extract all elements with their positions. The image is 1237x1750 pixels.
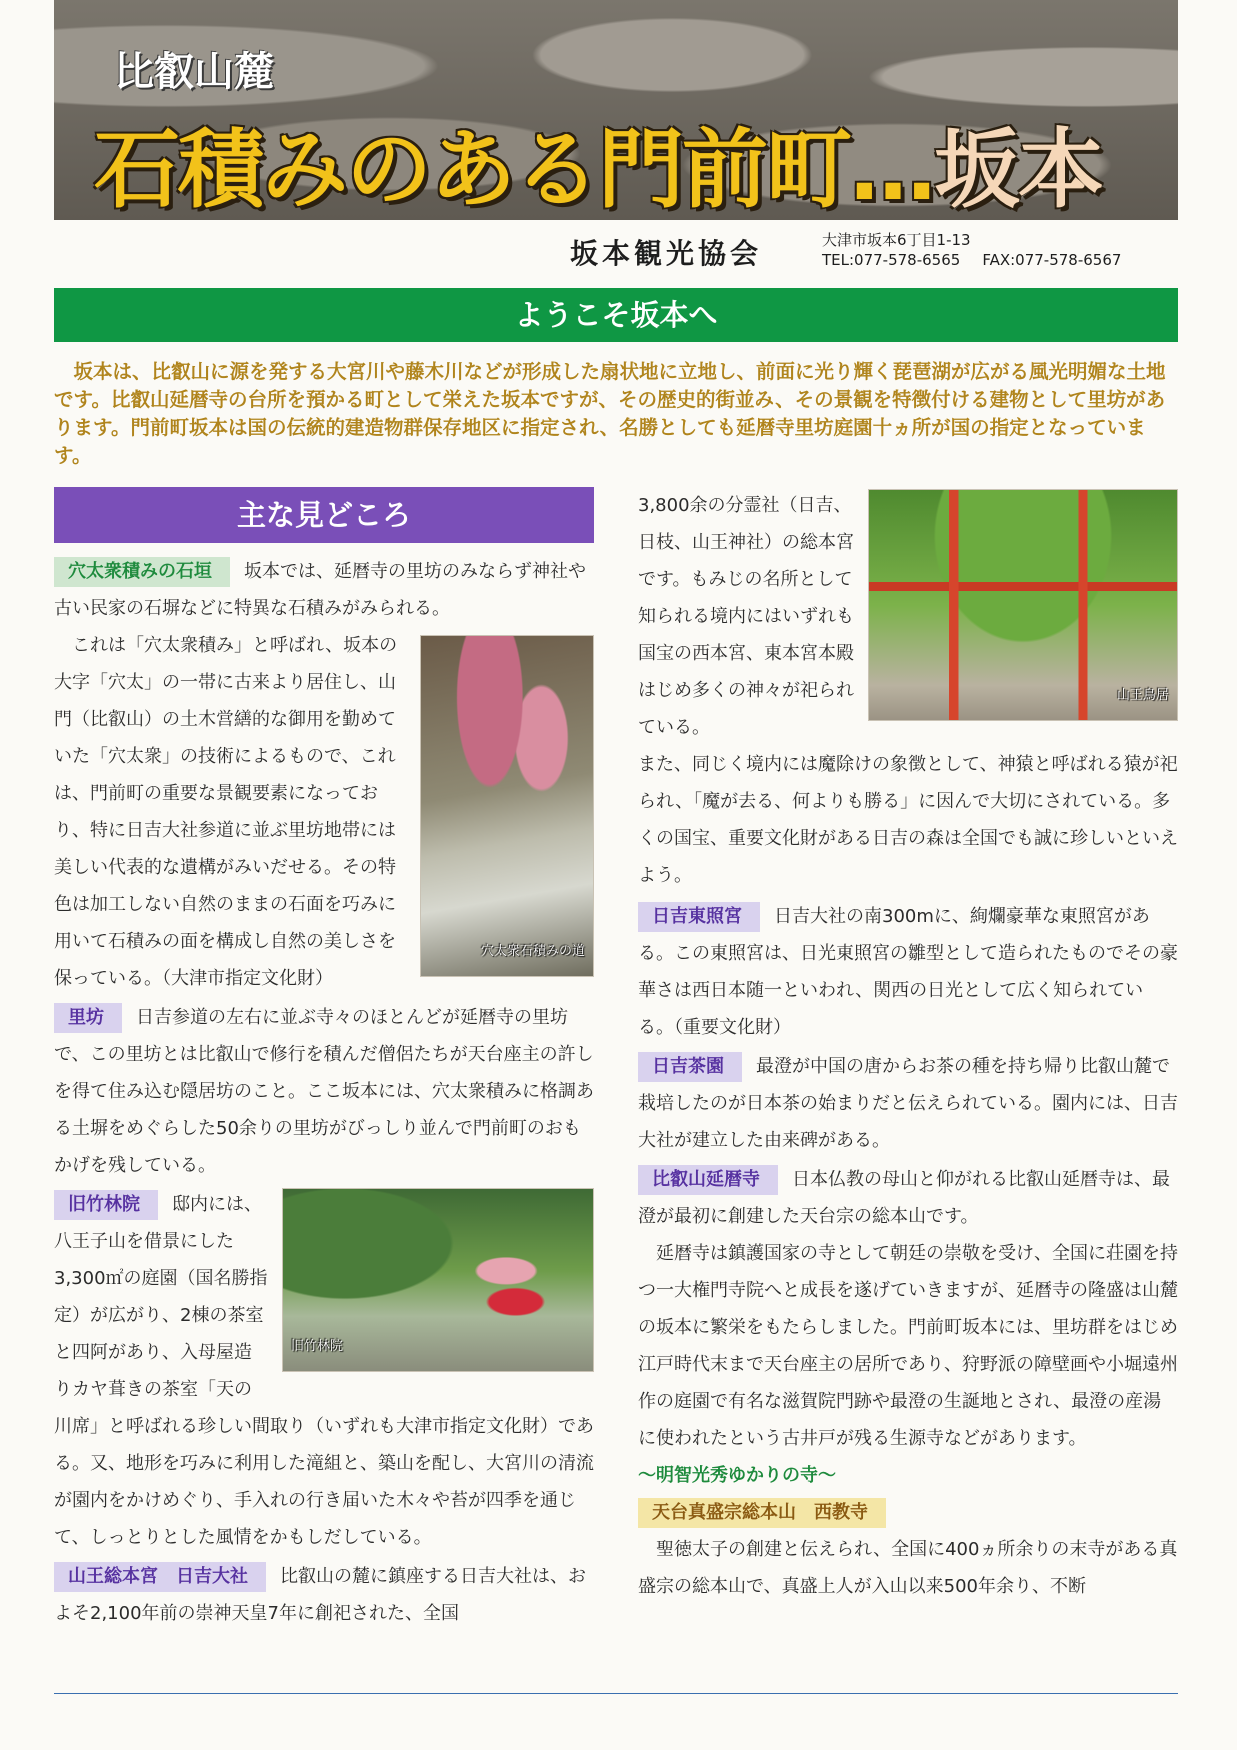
chaen-label: 日吉茶園: [638, 1052, 742, 1082]
hiyoshi-label: 山王総本宮 日吉大社: [54, 1562, 266, 1592]
satobo-text: 日吉参道の左右に並ぶ寺々のほとんどが延暦寺の里坊で、この里坊とは比叡山で修行を積んだ僧侶たちが天台座主の許しを得て住み込む隠居坊のこと。ここ坂本には、穴太衆積みに格調ある土塀をめぐらした50余りの里坊がびっしり並んで門前町のおもかげを残している。: [54, 1007, 594, 1176]
anotaishu-photo: [420, 635, 594, 977]
saikyoji-label-row: [638, 1494, 1178, 1531]
chaen-section: [638, 1048, 1178, 1159]
chaen-text: 最澄が中国の唐からお茶の種を持ち帰り比叡山麓で栽培したのが日本茶の始まりだと伝えられている。園内には、日吉大社が建立した由来碑がある。: [638, 1056, 1178, 1151]
kyuchikurinin-photo: [282, 1188, 594, 1372]
right-column: [638, 487, 1178, 1605]
kyuchikurinin-text: 邸内には、八王子山を借景にした3,300㎡の庭園（国名勝指定）が広がり、2棟の茶室と四阿があり、入母屋造りカヤ葺きの茶室「天の川席」と呼ばれる珍しい間取り（いずれも大津市指定文化財）である。又、地形を巧みに利用した滝組と、築山を配し、大宮川の清流が園内をかけめぐり、手入れの行き届いた木々や苔が四季を通じて、しっとりとした風情をかもしだしている。: [54, 1194, 594, 1548]
association-name: 坂本観光協会: [570, 237, 763, 270]
enryakuji-text-2: 延暦寺は鎮護国家の寺として朝廷の崇敬を受け、全国に荘園を持つ一大権門寺院へと成長を遂げていきますが、延暦寺の隆盛は山麓の坂本に繁栄をもたらしました。門前町坂本には、里坊群をはじめ江戸時代末まで天台座主の居所であり、狩野派の障壁画や小堀遠州作の庭園で有名な滋賀院門跡や最澄の生誕地とされ、最澄の産湯に使われたという古井戸が残る生源寺などがあります。: [638, 1243, 1178, 1449]
left-column: [54, 487, 594, 1632]
satobo-section: [54, 999, 594, 1184]
main-sights-heading: 主な見どころ: [54, 487, 594, 543]
hiyoshi-section: [54, 1558, 594, 1632]
saikyoji-subheading: ～明智光秀ゆかりの寺～: [638, 1465, 836, 1486]
satobo-label: 里坊: [54, 1003, 122, 1033]
footer-divider: [54, 1693, 1178, 1694]
welcome-intro: 坂本は、比叡山に源を発する大宮川や藤木川などが形成した扇状地に立地し、前面に光り輝く琵琶湖が広がる風光明媚な土地です。比叡山延暦寺の台所を預かる町として栄えた坂本ですが、その歴史的街並み、その景観を特徴付ける建物として里坊があります。門前町坂本は国の伝統的建造物群保存地区に指定され、名勝としても延暦寺里坊庭園十ヵ所が国の指定となっています。: [54, 360, 1166, 467]
enryakuji-section: [638, 1161, 1178, 1235]
saikyoji-text: 聖徳太子の創建と伝えられ、全国に400ヵ所余りの末寺がある真盛宗の総本山で、真盛上人が入山以来500年余り、不断: [638, 1539, 1178, 1597]
sanno-torii-photo-caption: 山王鳥居: [1116, 688, 1169, 703]
pre-title: 比叡山麓: [114, 49, 274, 95]
sanno-torii-photo: [868, 489, 1178, 721]
kyuchikurinin-label: 旧竹林院: [54, 1190, 158, 1220]
toshogu-text: 日吉大社の南300mに、絢爛豪華な東照宮がある。この東照宮は、日光東照宮の雛型として造られたものでその豪華さは西日本随一といわれ、関西の日光として広く知られている。（重要文化財）: [638, 906, 1178, 1038]
toshogu-label: 日吉東照宮: [638, 902, 760, 932]
hiyoshi-text-right-2: また、同じく境内には魔除けの象徴として、神猿と呼ばれる猿が祀られ、「魔が去る、何よりも勝る」に因んで大切にされている。多くの国宝、重要文化財がある日吉の森は全国でも誠に珍しいといえよう。: [638, 754, 1178, 886]
main-title-town: 坂本: [934, 120, 1102, 220]
association-contact: [822, 230, 1143, 270]
association-fax: FAX:077-578-6567: [982, 251, 1122, 269]
toshogu-section: [638, 898, 1178, 1046]
anotaishu-lead: 坂本では、延暦寺の里坊のみならず神社や古い民家の石塀などに特異な石積みがみられる。: [54, 561, 586, 619]
main-title: [94, 100, 1102, 220]
association-address: 大津市坂本6丁目1-13: [822, 231, 971, 249]
anotaishu-photo-caption: 穴太衆石積みの道: [480, 944, 585, 959]
association-tel: TEL:077-578-6565: [822, 251, 961, 269]
anotaishu-section: [54, 553, 594, 627]
enryakuji-label: 比叡山延暦寺: [638, 1165, 778, 1195]
enryakuji-text: 日本仏教の母山と仰がれる比叡山延暦寺は、最澄が最初に創建した天台宗の総本山です。: [638, 1169, 1170, 1227]
anotaishu-body: これは「穴太衆積み」と呼ばれ、坂本の大字「穴太」の一帯に古来より居住し、山門（比叡山）の土木営繕的な御用を勤めていた「穴太衆」の技術によるもので、これは、門前町の重要な景観要素になっており、特に日吉大社参道に並ぶ里坊地帯には美しい代表的な遺構がみいだせる。その特色は加工しない自然のままの石面を巧みに用いて石積みの面を構成し自然の美しさを保っている。（大津市指定文化財）: [54, 635, 398, 989]
header-banner: [54, 0, 1178, 220]
welcome-heading: ようこそ坂本へ: [54, 288, 1178, 342]
hiyoshi-text-left: 比叡山の麓に鎮座する日吉大社は、およそ2,100年前の崇神天皇7年に創祀された、全国: [54, 1566, 586, 1624]
kyuchikurinin-photo-caption: 旧竹林院: [291, 1339, 344, 1354]
anotaishu-label: 穴太衆積みの石垣: [54, 557, 230, 587]
saikyoji-label: 天台真盛宗総本山 西教寺: [638, 1498, 886, 1528]
main-title-text: 石積みのある門前町…: [94, 120, 934, 220]
hiyoshi-text-right-1: 3,800余の分霊社（日吉、日枝、山王神社）の総本宮です。もみじの名所として知られる境内にはいずれも国宝の西本宮、東本宮本殿はじめ多くの神々が祀られている。: [638, 495, 854, 738]
